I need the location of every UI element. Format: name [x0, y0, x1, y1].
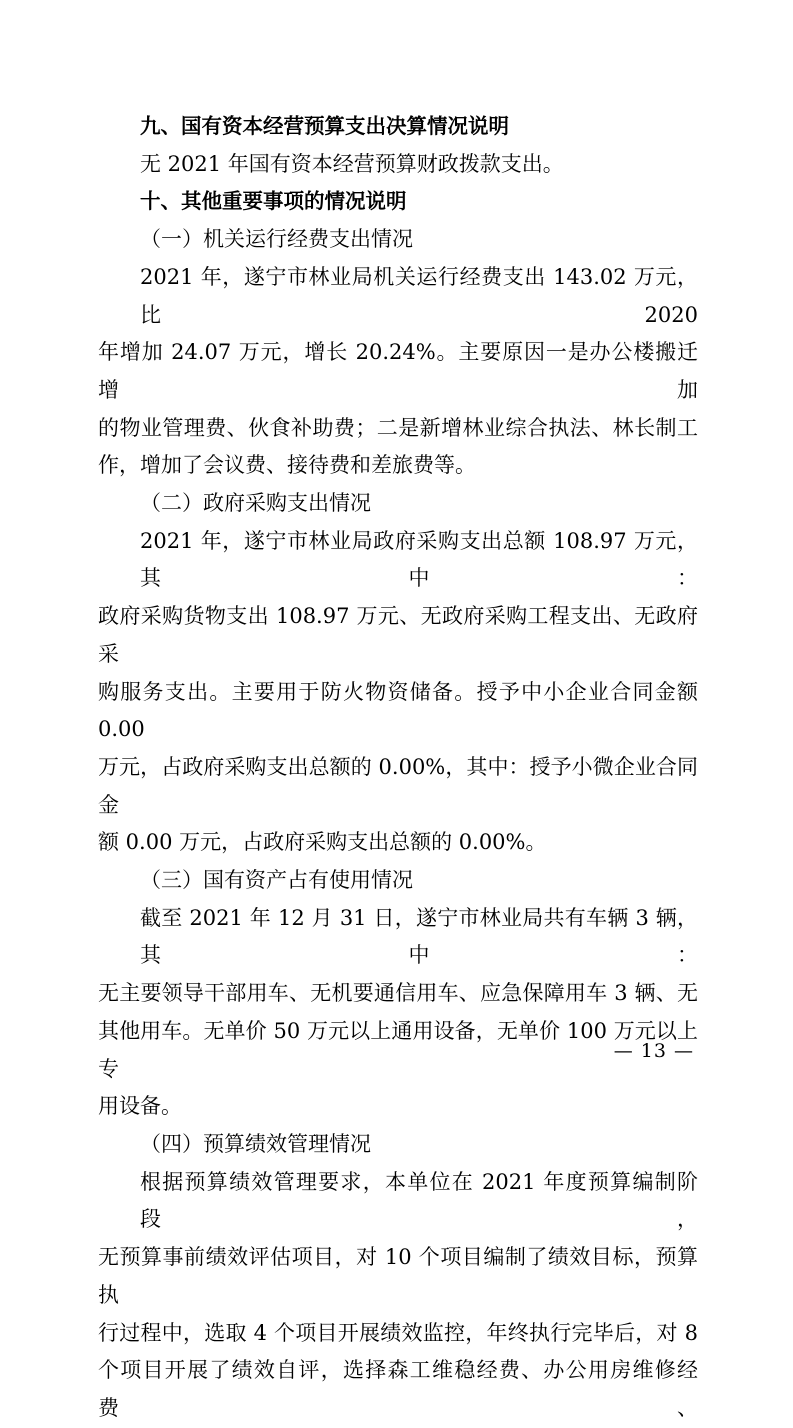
paragraph-line: 万元，占政府采购支出总额的 0.00%，其中：授予小微企业合同金: [98, 754, 698, 817]
subsection-1-title: （一）机关运行经费支出情况: [140, 227, 413, 252]
paragraph-line: 无主要领导干部用车、无机要通信用车、应急保障用车 3 辆、无: [98, 981, 698, 1006]
paragraph-line: 购服务支出。主要用于防火物资储备。授予中小企业合同金额 0.00: [98, 679, 698, 742]
paragraph-line: 个项目开展了绩效自评，选择森工维稳经费、办公用房维修经费、: [98, 1358, 698, 1420]
paragraph-line: 其他用车。无单价 50 万元以上通用设备，无单价 100 万元以上专: [98, 1018, 698, 1081]
paragraph-line: 2021 年，遂宁市林业局机关运行经费支出 143.02 万元，比 2020: [140, 264, 698, 327]
paragraph-line: 根据预算绩效管理要求，本单位在 2021 年度预算编制阶段，: [140, 1169, 698, 1232]
page-number: — 13 —: [613, 1040, 694, 1062]
section-9-heading: 九、国有资本经营预算支出决算情况说明: [140, 114, 509, 138]
paragraph-line: 的物业管理费、伙食补助费；二是新增林业综合执法、林长制工: [98, 415, 698, 440]
paragraph-line: 用设备。: [98, 1094, 182, 1119]
paragraph-line: 年增加 24.07 万元，增长 20.24%。主要原因一是办公楼搬迁增加: [98, 340, 698, 402]
section-9-text: 无 2021 年国有资本经营预算财政拨款支出。: [140, 151, 564, 176]
paragraph-line: 行过程中，选取 4 个项目开展绩效监控，年终执行完毕后，对 8: [98, 1320, 698, 1345]
paragraph-line: 截至 2021 年 12 月 31 日，遂宁市林业局共有车辆 3 辆，其中：: [140, 905, 698, 968]
subsection-4-title: （四）预算绩效管理情况: [140, 1131, 371, 1156]
page-body: [98, 108, 698, 1428]
subsection-3-title: （三）国有资产占有使用情况: [140, 868, 413, 893]
section-10-heading: 十、其他重要事项的情况说明: [140, 189, 407, 214]
paragraph-line: 额 0.00 万元，占政府采购支出总额的 0.00%。: [98, 830, 547, 855]
paragraph-line: 作，增加了会议费、接待费和差旅费等。: [98, 453, 476, 478]
paragraph-line: 政府采购货物支出 108.97 万元、无政府采购工程支出、无政府采: [98, 604, 698, 666]
subsection-2-title: （二）政府采购支出情况: [140, 491, 371, 516]
paragraph-line: 2021 年，遂宁市林业局政府采购支出总额 108.97 万元，其中：: [140, 528, 698, 591]
paragraph-line: 无预算事前绩效评估项目，对 10 个项目编制了绩效目标，预算执: [98, 1245, 698, 1307]
